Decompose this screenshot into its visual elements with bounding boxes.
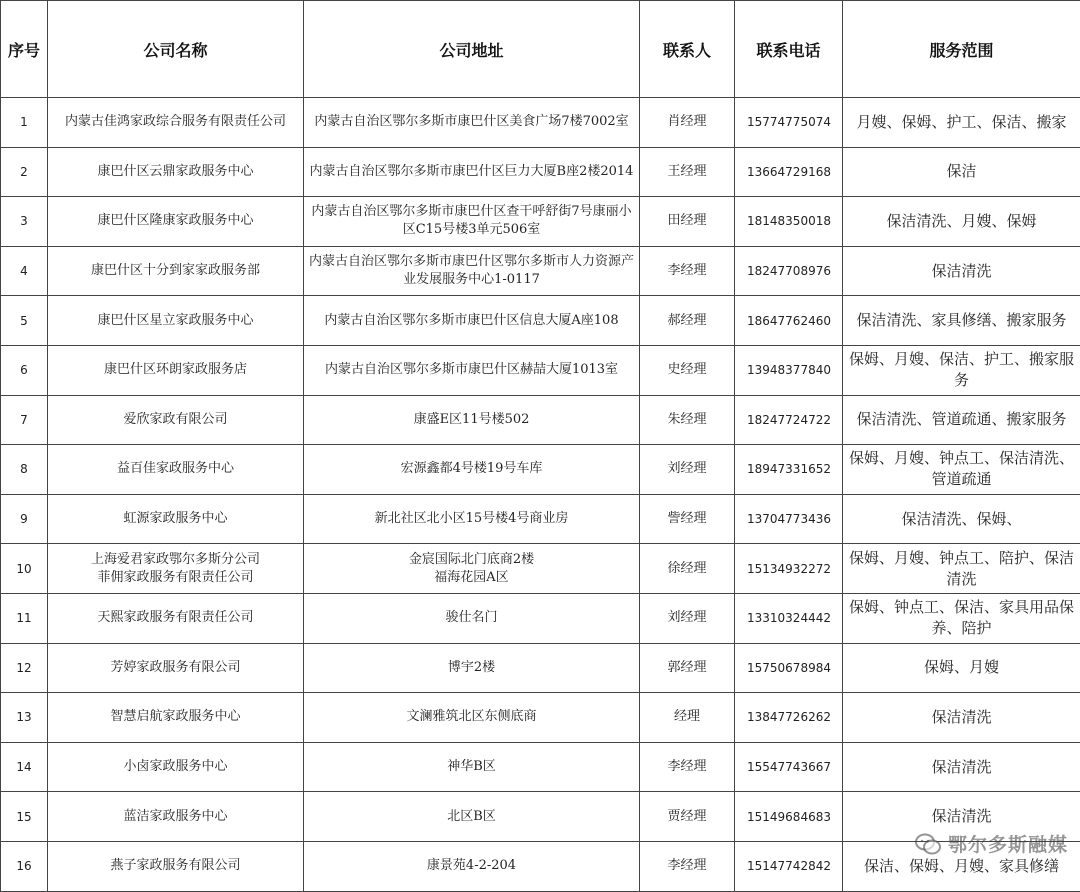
cell-services: 保姆、月嫂、保洁、护工、搬家服务 [843,345,1080,395]
cell-contact: 徐经理 [640,544,735,594]
cell-contact: 经理 [640,693,735,743]
cell-services: 保姆、月嫂、钟点工、保洁清洗、管道疏通 [843,445,1080,495]
table-row [1,395,1080,445]
header-index: 序号 [1,1,48,98]
table-row [1,445,1080,495]
cell-company: 康巴什区星立家政服务中心 [48,296,304,346]
cell-phone: 18247708976 [735,246,843,296]
cell-services: 保洁 [843,147,1080,197]
cell-company: 小卤家政服务中心 [48,742,304,792]
table-row [1,197,1080,247]
cell-phone: 15134932272 [735,544,843,594]
cell-contact: 刘经理 [640,593,735,643]
cell-services: 保姆、月嫂、钟点工、陪护、保洁清洗 [843,544,1080,594]
cell-address: 骏仕名门 [304,593,640,643]
cell-index: 11 [1,593,48,643]
cell-address: 内蒙古自治区鄂尔多斯市康巴什区巨力大厦B座2楼2014 [304,147,640,197]
cell-phone: 13310324442 [735,593,843,643]
cell-contact: 郭经理 [640,643,735,693]
cell-contact: 訾经理 [640,494,735,544]
header-contact: 联系人 [640,1,735,98]
table-row [1,742,1080,792]
cell-phone: 13948377840 [735,345,843,395]
header-services: 服务范围 [843,1,1080,98]
cell-contact: 肖经理 [640,98,735,148]
cell-contact: 李经理 [640,742,735,792]
cell-services: 保洁清洗、保姆、 [843,494,1080,544]
cell-phone: 15149684683 [735,792,843,842]
cell-contact: 李经理 [640,841,735,891]
cell-contact: 史经理 [640,345,735,395]
cell-services: 保姆、月嫂 [843,643,1080,693]
cell-services: 保洁清洗 [843,693,1080,743]
cell-contact: 王经理 [640,147,735,197]
table-row [1,147,1080,197]
cell-phone: 18247724722 [735,395,843,445]
table-row [1,544,1080,594]
cell-address: 宏源鑫都4号楼19号车库 [304,445,640,495]
cell-company: 虹源家政服务中心 [48,494,304,544]
cell-index: 6 [1,345,48,395]
cell-address: 新北社区北小区15号楼4号商业房 [304,494,640,544]
table-row [1,643,1080,693]
cell-index: 13 [1,693,48,743]
cell-address: 神华B区 [304,742,640,792]
table-row [1,345,1080,395]
cell-company: 益百佳家政服务中心 [48,445,304,495]
table-row [1,98,1080,148]
table-row [1,296,1080,346]
cell-index: 14 [1,742,48,792]
cell-phone: 18148350018 [735,197,843,247]
cell-index: 10 [1,544,48,594]
table-row [1,792,1080,842]
cell-index: 5 [1,296,48,346]
table-row [1,693,1080,743]
cell-contact: 刘经理 [640,445,735,495]
cell-company: 康巴什区十分到家家政服务部 [48,246,304,296]
cell-company: 康巴什区隆康家政服务中心 [48,197,304,247]
cell-address: 内蒙古自治区鄂尔多斯市康巴什区鄂尔多斯市人力资源产业发展服务中心1-0117 [304,246,640,296]
cell-address: 内蒙古自治区鄂尔多斯市康巴什区赫喆大厦1013室 [304,345,640,395]
cell-address: 康景苑4-2-204 [304,841,640,891]
cell-services: 月嫂、保姆、护工、保洁、搬家 [843,98,1080,148]
cell-phone: 15774775074 [735,98,843,148]
cell-company: 芳婷家政服务有限公司 [48,643,304,693]
cell-index: 12 [1,643,48,693]
cell-contact: 田经理 [640,197,735,247]
cell-company: 上海爱君家政鄂尔多斯分公司 菲佣家政服务有限责任公司 [48,544,304,594]
cell-company: 康巴什区环朗家政服务店 [48,345,304,395]
table-row [1,593,1080,643]
cell-phone: 13704773436 [735,494,843,544]
cell-services: 保洁、保姆、月嫂、家具修缮 [843,841,1080,891]
cell-index: 4 [1,246,48,296]
cell-index: 2 [1,147,48,197]
cell-contact: 贾经理 [640,792,735,842]
watermark-text: 鄂尔多斯融媒 [948,830,1068,857]
cell-services: 保洁清洗、家具修缮、搬家服务 [843,296,1080,346]
cell-index: 9 [1,494,48,544]
cell-services: 保洁清洗 [843,742,1080,792]
header-address: 公司地址 [304,1,640,98]
cell-company: 康巴什区云鼎家政服务中心 [48,147,304,197]
cell-index: 7 [1,395,48,445]
cell-phone: 18947331652 [735,445,843,495]
cell-company: 智慧启航家政服务中心 [48,693,304,743]
cell-company: 蓝洁家政服务中心 [48,792,304,842]
cell-company: 燕子家政服务有限公司 [48,841,304,891]
cell-services: 保洁清洗 [843,246,1080,296]
cell-phone: 18647762460 [735,296,843,346]
cell-address: 文澜雅筑北区东侧底商 [304,693,640,743]
cell-index: 15 [1,792,48,842]
cell-services: 保姆、钟点工、保洁、家具用品保养、陪护 [843,593,1080,643]
header-row [1,1,1080,98]
cell-address: 内蒙古自治区鄂尔多斯市康巴什区信息大厦A座108 [304,296,640,346]
cell-company: 天熙家政服务有限责任公司 [48,593,304,643]
cell-company: 内蒙古佳鸿家政综合服务有限责任公司 [48,98,304,148]
cell-contact: 郝经理 [640,296,735,346]
cell-address: 内蒙古自治区鄂尔多斯市康巴什区查干呼舒街7号康丽小区C15号楼3单元506室 [304,197,640,247]
cell-address: 内蒙古自治区鄂尔多斯市康巴什区美食广场7楼7002室 [304,98,640,148]
cell-contact: 朱经理 [640,395,735,445]
cell-phone: 15147742842 [735,841,843,891]
cell-address: 博宇2楼 [304,643,640,693]
table-row [1,494,1080,544]
cell-company: 爱欣家政有限公司 [48,395,304,445]
cell-index: 16 [1,841,48,891]
cell-phone: 15750678984 [735,643,843,693]
cell-index: 8 [1,445,48,495]
table-row [1,246,1080,296]
cell-contact: 李经理 [640,246,735,296]
cell-index: 1 [1,98,48,148]
cell-services: 保洁清洗、管道疏通、搬家服务 [843,395,1080,445]
header-phone: 联系电话 [735,1,843,98]
cell-phone: 15547743667 [735,742,843,792]
cell-phone: 13664729168 [735,147,843,197]
header-company: 公司名称 [48,1,304,98]
cell-services: 保洁清洗 [843,792,1080,842]
cell-services: 保洁清洗、月嫂、保姆 [843,197,1080,247]
cell-address: 北区B区 [304,792,640,842]
cell-index: 3 [1,197,48,247]
cell-address: 康盛E区11号楼502 [304,395,640,445]
cell-address: 金宸国际北门底商2楼 福海花园A区 [304,544,640,594]
table-row [1,841,1080,891]
cell-phone: 13847726262 [735,693,843,743]
